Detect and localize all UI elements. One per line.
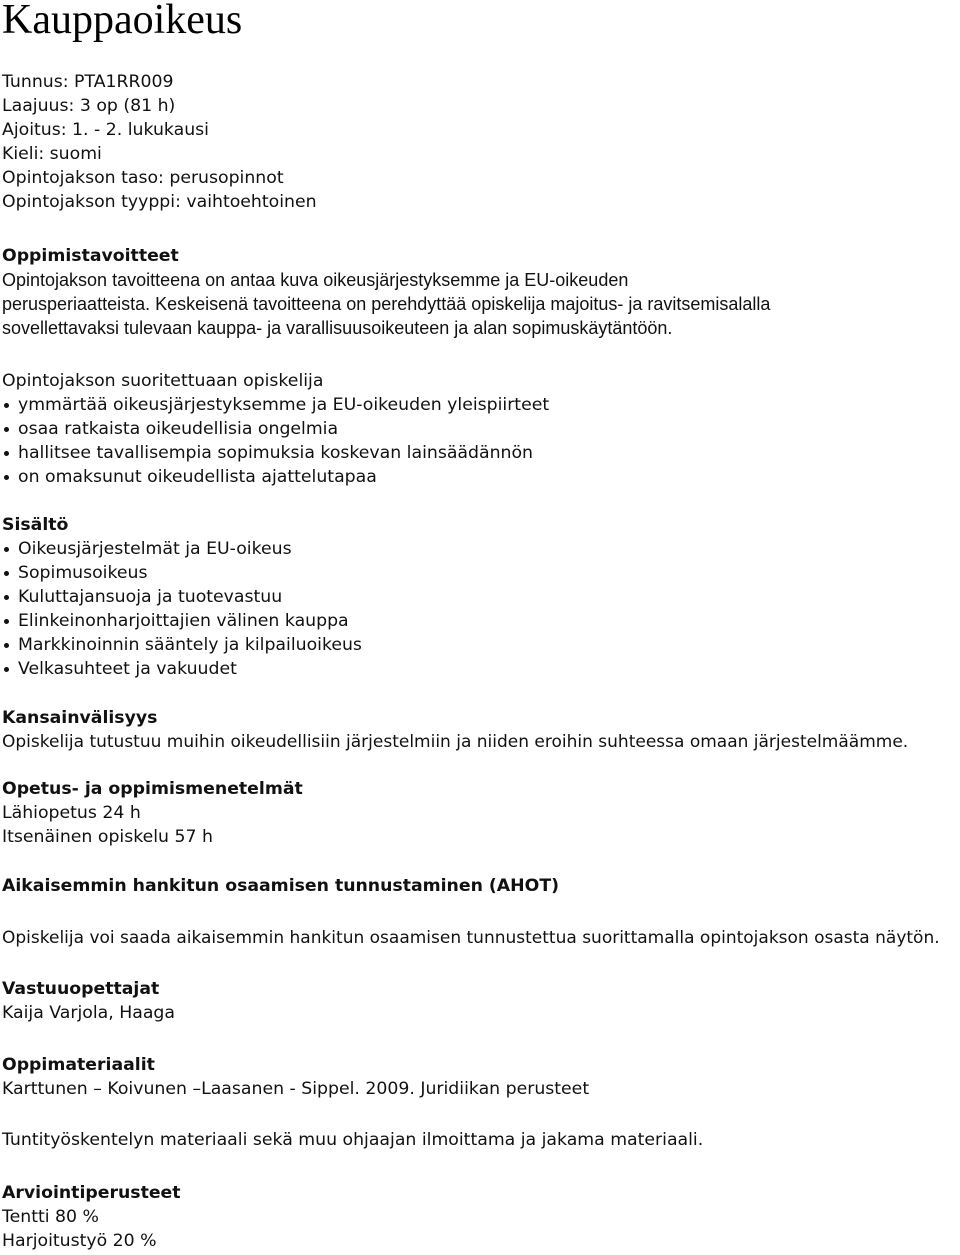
teachers-text: Kaija Varjola, Haaga	[2, 1003, 175, 1023]
list-item: ymmärtää oikeusjärjestyksemme ja EU-oikeuden yleispiirteet	[2, 393, 549, 417]
list-item: Sopimusoikeus	[2, 561, 362, 585]
materials-heading: Oppimateriaalit	[2, 1055, 155, 1075]
list-item: osaa ratkaista oikeudellisia ongelmia	[2, 417, 549, 441]
materials-book: Karttunen – Koivunen –Laasanen - Sippel. 2009. Juridiikan perusteet	[2, 1079, 590, 1099]
materials-other: Tuntityöskentelyn materiaali sekä muu ohjaajan ilmoittama ja jakama materiaali.	[2, 1130, 704, 1150]
international-text: Opiskelija tutustuu muihin oikeudellisiin järjestelmiin ja niiden eroihin suhteessa omaan järjestelmäämme.	[2, 732, 909, 752]
objectives-intro: Opintojakson suoritettuaan opiskelija	[2, 371, 324, 391]
content-heading: Sisältö	[2, 515, 69, 535]
objectives-line: sovellettavaksi tulevaan kauppa- ja varallisuusoikeuteen ja alan sopimuskäytäntöön.	[2, 318, 673, 338]
methods-heading: Opetus- ja oppimismenetelmät	[2, 779, 303, 799]
objectives-heading: Oppimistavoitteet	[2, 246, 179, 266]
ahot-text: Opiskelija voi saada aikaisemmin hankitun osaamisen tunnustettua suorittamalla opintojakson osasta näytön.	[2, 928, 940, 948]
objectives-line: Opintojakson tavoitteena on antaa kuva oikeusjärjestyksemme ja EU-oikeuden	[2, 270, 629, 290]
teachers-heading: Vastuuopettajat	[2, 979, 160, 999]
list-item: Velkasuhteet ja vakuudet	[2, 657, 362, 681]
course-code: Tunnus: PTA1RR009	[2, 72, 174, 92]
assessment-line: Tentti 80 %	[2, 1207, 99, 1227]
course-type: Opintojakson tyyppi: vaihtoehtoinen	[2, 192, 317, 212]
ahot-heading: Aikaisemmin hankitun osaamisen tunnustaminen (AHOT)	[2, 876, 560, 896]
list-item: Markkinoinnin sääntely ja kilpailuoikeus	[2, 633, 362, 657]
objectives-list	[2, 393, 549, 489]
assessment-heading: Arviointiperusteet	[2, 1183, 181, 1203]
course-credits: Laajuus: 3 op (81 h)	[2, 96, 176, 116]
list-item: hallitsee tavallisempia sopimuksia koskevan lainsäädännön	[2, 441, 549, 465]
methods-line: Itsenäinen opiskelu 57 h	[2, 827, 213, 847]
content-list	[2, 537, 362, 681]
list-item: Oikeusjärjestelmät ja EU-oikeus	[2, 537, 362, 561]
list-item: Elinkeinonharjoittajien välinen kauppa	[2, 609, 362, 633]
methods-line: Lähiopetus 24 h	[2, 803, 141, 823]
page-title: Kauppaoikeus	[2, 0, 243, 43]
assessment-line: Harjoitustyö 20 %	[2, 1231, 157, 1251]
course-timing: Ajoitus: 1. - 2. lukukausi	[2, 120, 209, 140]
objectives-line: perusperiaatteista. Keskeisenä tavoitteena on perehdyttää opiskelija majoitus- ja ravitsemisalalla	[2, 294, 771, 314]
list-item: Kuluttajansuoja ja tuotevastuu	[2, 585, 362, 609]
list-item: on omaksunut oikeudellista ajattelutapaa	[2, 465, 549, 489]
international-heading: Kansainvälisyys	[2, 708, 158, 728]
course-level: Opintojakson taso: perusopinnot	[2, 168, 284, 188]
course-language: Kieli: suomi	[2, 144, 102, 164]
